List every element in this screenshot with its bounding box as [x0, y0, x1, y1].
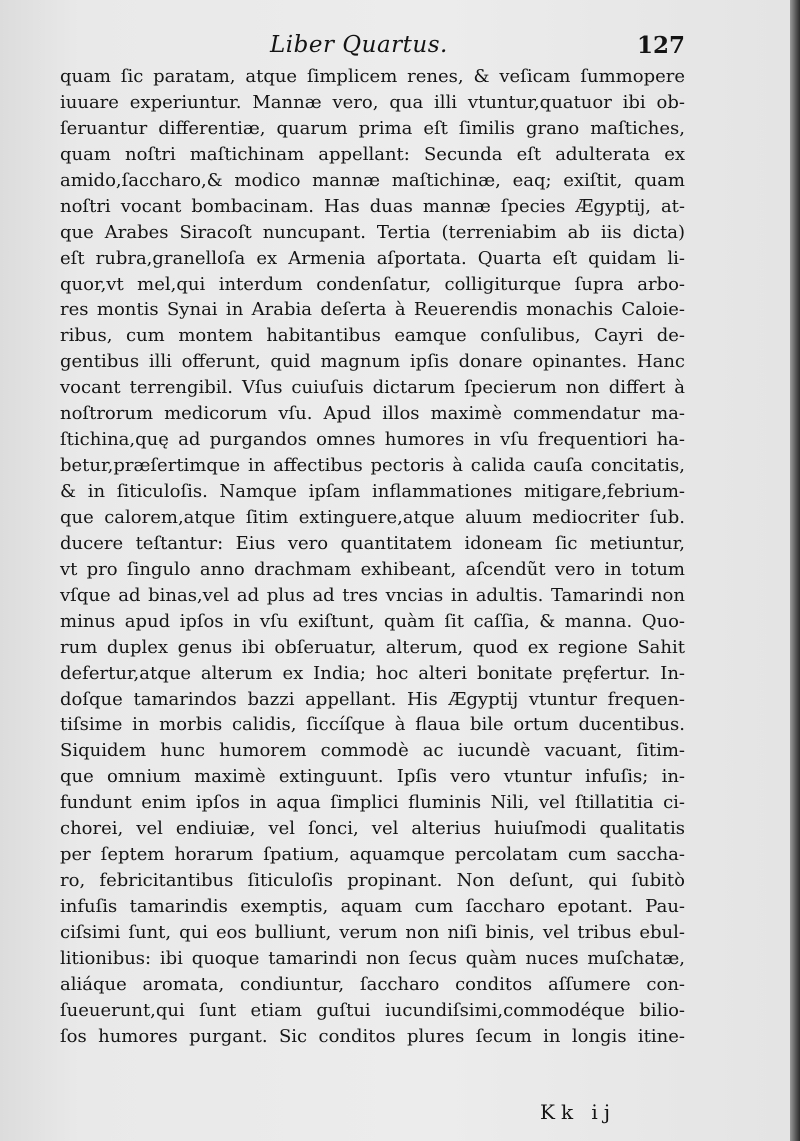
text-line: quam noſtri maſtichinam appellant: Secunda eſt adulterata ex — [60, 143, 685, 165]
text-line: & in ſiticuloſis. Namque ipſam inflammationes mitigare,febrium- — [60, 481, 685, 502]
text-line: quam ſic paratam, atque ſimplicem renes, & veſicam ſummopere — [60, 66, 685, 87]
running-title: Liber Quartus. — [270, 32, 448, 58]
signature-mark: Kk ij — [540, 1100, 617, 1124]
text-line: ducere teſtantur: Eius vero quantitatem idoneam ſic metiuntur, — [60, 532, 685, 554]
text-line: quor,vt mel,qui interdum condenſatur, colligiturque ſupra arbo- — [60, 273, 685, 295]
text-line: litionibus: ibi quoque tamarindi non ſecus quàm nuces muſchatæ, — [60, 947, 685, 969]
text-line: que omnium maximè extinguunt. Ipſis vero vtuntur infuſis; in- — [60, 766, 685, 788]
body-text — [60, 64, 685, 1050]
text-line: vt pro ſingulo anno drachmam exhibeant, aſcendũt vero in totum — [60, 558, 685, 580]
text-line: ſos humores purgant. Sic conditos plures ſecum in longis itine- — [60, 1025, 685, 1047]
text-line: per ſeptem horarum ſpatium, aquamque percolatam cum saccha- — [60, 844, 685, 866]
text-line: tiſsime in morbis calidis, ſiccíſque à flaua bile ortum ducentibus. — [60, 714, 685, 736]
text-line: vocant terrengibil. Vſus cuiuſuis dictarum ſpecierum non differt à — [60, 377, 685, 399]
text-line: noſtri vocant bombacinam. Has duas mannæ ſpecies Ægyptij, at- — [60, 195, 685, 217]
text-line: noſtrorum medicorum vſu. Apud illos maximè commendatur ma- — [60, 403, 685, 425]
text-line: que calorem,atque ſitim extinguere,atque aluum mediocriter ſub. — [60, 506, 685, 528]
text-line: ſeruantur differentiæ, quarum prima eſt ſimilis grano maſtiches, — [60, 117, 685, 139]
text-line: vſque ad binas,vel ad plus ad tres vncias in adultis. Tamarindi non — [60, 584, 685, 606]
text-line: chorei, vel endiuiæ, vel ſonci, vel alterius huiuſmodi qualitatis — [60, 818, 685, 840]
page-header — [60, 32, 685, 64]
text-line: aliáque aromata, condiuntur, ſaccharo conditos aſſumere con- — [60, 973, 685, 995]
text-line: defertur,atque alterum ex India; hoc alteri bonitate pręfertur. In- — [60, 662, 685, 684]
text-line: ſueuerunt,qui ſunt etiam guſtui iucundiſsimi,commodéque bilio- — [60, 999, 685, 1021]
text-line: res montis Synai in Arabia deſerta à Reuerendis monachis Caloie- — [60, 299, 685, 321]
text-line: que Arabes Siracoſt nuncupant. Tertia (terreniabim ab iis dicta) — [60, 221, 685, 243]
text-line: ro, febricitantibus ſiticuloſis propinant. Non deſunt, qui ſubitò — [60, 870, 685, 892]
text-line: betur,præſertimque in affectibus pectoris à calida cauſa concitatis, — [60, 455, 685, 477]
text-line: gentibus illi offerunt, quid magnum ipſis donare opinantes. Hanc — [60, 351, 685, 373]
text-line: rum duplex genus ibi obſeruatur, alterum, quod ex regione Sahit — [60, 636, 685, 658]
text-line: Siquidem hunc humorem commodè ac iucundè vacuant, ſitim- — [60, 740, 685, 762]
text-line: fundunt enim ipſos in aqua ſimplici fluminis Nili, vel ſtillatitia ci- — [60, 792, 685, 814]
text-line: ciſsimi ſunt, qui eos bulliunt, verum non niſi binis, vel tribus ebul- — [60, 921, 685, 943]
text-line: doſque tamarindos bazzi appellant. His Ægyptij vtuntur frequen- — [60, 688, 685, 710]
page-number: 127 — [636, 32, 685, 59]
text-line: ribus, cum montem habitantibus eamque conſulibus, Cayri de- — [60, 325, 685, 347]
page-edge-shadow — [790, 0, 800, 1141]
text-line: minus apud ipſos in vſu exiſtunt, quàm ſit caſſia, & manna. Quo- — [60, 610, 685, 632]
text-line: eſt rubra,granelloſa ex Armenia aſportata. Quarta eſt quidam li- — [60, 247, 685, 269]
text-line: infuſis tamarindis exemptis, aquam cum ſaccharo epotant. Pau- — [60, 896, 685, 917]
text-line: ſtichina,quę ad purgandos omnes humores in vſu frequentiori ha- — [60, 429, 685, 451]
text-line: amido,ſaccharo,& modico mannæ maſtichinæ, eaq; exiſtit, quam — [60, 169, 685, 191]
text-line: iuuare experiuntur. Mannæ vero, qua illi vtuntur,quatuor ibi ob- — [60, 91, 685, 113]
